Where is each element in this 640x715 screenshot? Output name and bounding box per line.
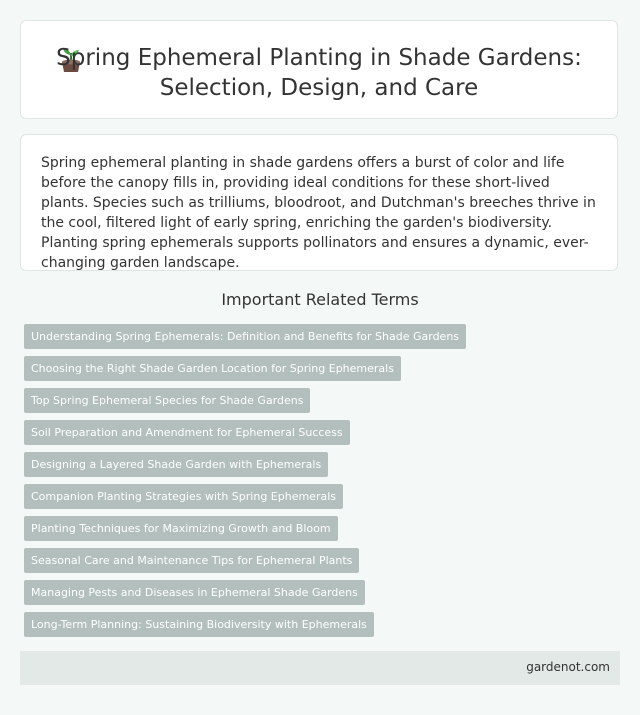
term-tag[interactable]: Top Spring Ephemeral Species for Shade Gardens — [24, 388, 310, 413]
term-tag[interactable]: Designing a Layered Shade Garden with Ephemerals — [24, 452, 328, 477]
title-card — [20, 20, 618, 119]
term-tag[interactable]: Managing Pests and Diseases in Ephemeral Shade Gardens — [24, 580, 365, 605]
footer — [20, 651, 620, 685]
term-tag[interactable]: Companion Planting Strategies with Spring Ephemerals — [24, 484, 343, 509]
term-tag[interactable]: Planting Techniques for Maximizing Growth and Bloom — [24, 516, 338, 541]
term-tag[interactable]: Choosing the Right Shade Garden Location for Spring Ephemerals — [24, 356, 401, 381]
intro-card — [20, 134, 618, 271]
term-tag[interactable]: Long-Term Planning: Sustaining Biodiversity with Ephemerals — [24, 612, 374, 637]
footer-site-link[interactable]: gardenot.com — [526, 660, 610, 674]
page-title-line-1: Spring Ephemeral Planting in Shade Gardens: — [56, 45, 582, 71]
page-title-line-2: Selection, Design, and Care — [159, 75, 479, 101]
related-terms-heading: Important Related Terms — [221, 290, 419, 309]
term-tag[interactable]: Seasonal Care and Maintenance Tips for Ephemeral Plants — [24, 548, 359, 573]
term-tag[interactable]: Understanding Spring Ephemerals: Definition and Benefits for Shade Gardens — [24, 324, 466, 349]
related-terms-list — [24, 324, 624, 644]
intro-paragraph: Spring ephemeral planting in shade gardens offers a burst of color and life before the canopy fills in, providing ideal conditions for these short-lived plants. Species such as trilliums, bloodroot, and Dutchman's breeches thrive in the cool, filtered light of early spring, enriching the garden's biodiversity. Planting spring ephemerals supports pollinators and ensures a dynamic, ever-changing garden landscape. — [41, 155, 596, 271]
term-tag[interactable]: Soil Preparation and Amendment for Ephemeral Success — [24, 420, 350, 445]
page-title — [21, 43, 617, 103]
